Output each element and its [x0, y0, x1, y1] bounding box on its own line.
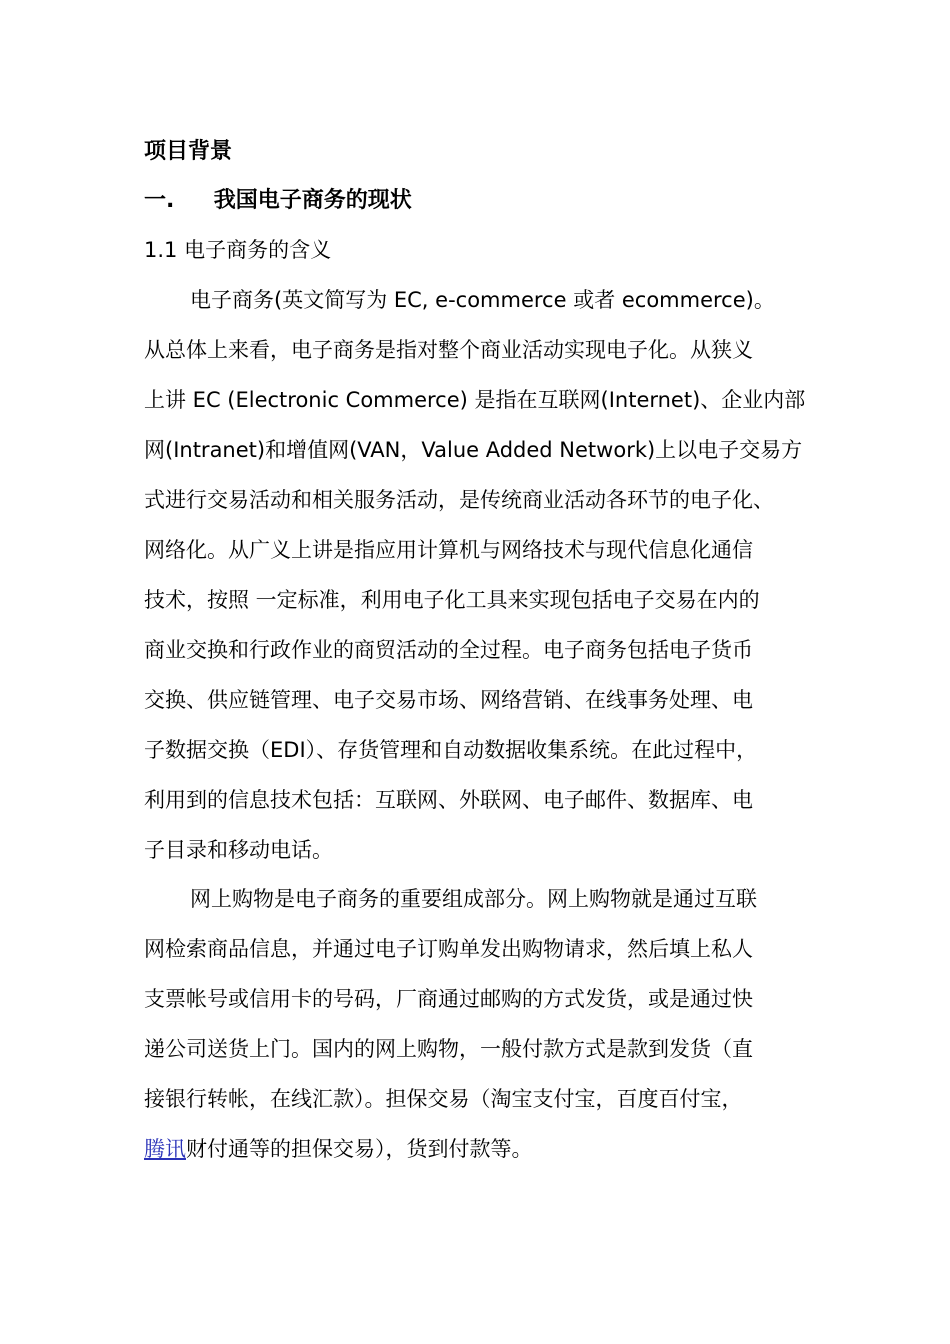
- paragraph-line-last: [144, 1134, 533, 1164]
- paragraph-line: 网络化。从广义上讲是指应用计算机与网络技术与现代信息化通信: [144, 538, 753, 562]
- section-number: 一.: [144, 188, 175, 213]
- paragraph-line: 网检索商品信息，并通过电子订购单发出购物请求，然后填上私人: [144, 937, 753, 961]
- paragraph-line: 电子商务(英文简写为 EC, e-commerce 或者 ecommerce)。: [190, 288, 775, 312]
- paragraph-line: 上讲 EC (Electronic Commerce) 是指在互联网(Internet)、企业内部: [144, 388, 806, 412]
- section-title: 我国电子商务的现状: [213, 188, 412, 213]
- paragraph-line: 接银行转帐，在线汇款）。担保交易（淘宝支付宝，百度百付宝，: [144, 1087, 743, 1111]
- paragraph-line: 交换、供应链管理、电子交易市场、网络营销、在线事务处理、电: [144, 688, 753, 712]
- paragraph-line: 商业交换和行政作业的商贸活动的全过程。电子商务包括电子货币: [144, 638, 753, 662]
- paragraph-line: 式进行交易活动和相关服务活动，是传统商业活动各环节的电子化、: [144, 488, 774, 512]
- paragraph-line: 网(Intranet)和增值网(VAN，Value Added Network)上以电子交易方: [144, 438, 803, 462]
- subsection-heading: 1.1 电子商务的含义: [144, 238, 332, 262]
- tencent-link[interactable]: 腾讯: [144, 1137, 186, 1161]
- paragraph-line: 子目录和移动电话。: [144, 838, 333, 862]
- section-heading: [144, 186, 412, 216]
- paragraph-line: 子数据交换（EDI）、存货管理和自动数据收集系统。在此过程中，: [144, 738, 758, 762]
- paragraph-line: 利用到的信息技术包括：互联网、外联网、电子邮件、数据库、电: [144, 788, 753, 812]
- paragraph-line: 网上购物是电子商务的重要组成部分。网上购物就是通过互联: [190, 887, 757, 911]
- paragraph-line: 递公司送货上门。国内的网上购物，一般付款方式是款到发货（直: [144, 1037, 753, 1061]
- paragraph-line-rest: 财付通等的担保交易），货到付款等。: [186, 1137, 533, 1161]
- paragraph-line: 从总体上来看，电子商务是指对整个商业活动实现电子化。从狭义: [144, 338, 753, 362]
- paragraph-line: 技术，按照 一定标准，利用电子化工具来实现包括电子交易在内的: [144, 588, 760, 612]
- main-heading: 项目背景: [144, 139, 233, 164]
- paragraph-line: 支票帐号或信用卡的号码，厂商通过邮购的方式发货，或是通过快: [144, 987, 753, 1011]
